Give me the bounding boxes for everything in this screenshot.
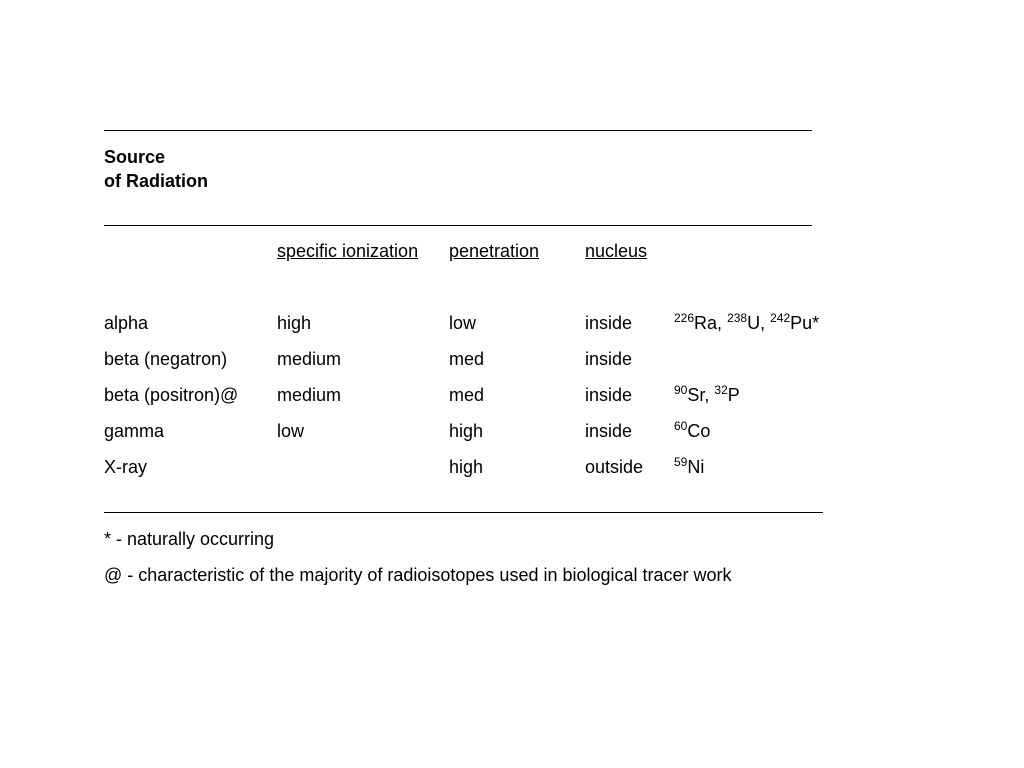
isotope-mass: 238 — [727, 311, 748, 325]
cell-ionization: medium — [277, 349, 342, 369]
isotope-mass: 60 — [674, 419, 688, 433]
table-title — [104, 145, 208, 193]
isotope-mass: 226 — [674, 311, 695, 325]
isotope-separator: * — [812, 313, 820, 333]
header-specific-ionization: specific ionization — [277, 241, 419, 261]
cell-nucleus: inside — [585, 385, 633, 405]
cell-source: beta (positron)@ — [104, 385, 239, 405]
header-nucleus: nucleus — [585, 241, 648, 261]
footnote-tracer-work: @ - characteristic of the majority of radioisotopes used in biological tracer work — [104, 565, 732, 585]
cell-penetration: high — [449, 421, 484, 441]
isotope — [674, 385, 714, 405]
top-rule — [104, 130, 812, 131]
cell-penetration: med — [449, 349, 485, 369]
cell-penetration: low — [449, 313, 477, 333]
cell-source: alpha — [104, 313, 149, 333]
title-line-1: Source — [104, 147, 166, 167]
header-penetration: penetration — [449, 241, 540, 261]
cell-ionization: low — [277, 421, 305, 441]
cell-examples — [674, 312, 819, 334]
isotope — [770, 313, 819, 333]
isotope-symbol: Co — [687, 421, 711, 441]
cell-nucleus: outside — [585, 457, 644, 477]
header-rule — [104, 225, 812, 226]
isotope-separator: , — [760, 313, 771, 333]
cell-penetration: high — [449, 457, 484, 477]
bottom-rule — [104, 512, 823, 513]
isotope-symbol: P — [727, 385, 740, 405]
cell-ionization: high — [277, 313, 312, 333]
isotope — [674, 313, 727, 333]
isotope-mass: 90 — [674, 383, 688, 397]
isotope-symbol: Ra — [694, 313, 718, 333]
cell-ionization: medium — [277, 385, 342, 405]
isotope-mass: 242 — [770, 311, 791, 325]
isotope-symbol: Sr — [687, 385, 705, 405]
isotope-separator: , — [704, 385, 715, 405]
cell-nucleus: inside — [585, 349, 633, 369]
isotope-symbol: Pu — [790, 313, 813, 333]
isotope-separator: , — [717, 313, 728, 333]
isotope — [674, 421, 710, 441]
cell-nucleus: inside — [585, 313, 633, 333]
cell-source: gamma — [104, 421, 165, 441]
cell-source: X-ray — [104, 457, 148, 477]
isotope — [674, 457, 704, 477]
isotope — [727, 313, 770, 333]
title-line-2: of Radiation — [104, 171, 208, 191]
cell-examples — [674, 420, 710, 442]
isotope-symbol: Ni — [687, 457, 705, 477]
cell-examples — [674, 456, 704, 478]
isotope-mass: 32 — [714, 383, 728, 397]
cell-source: beta (negatron) — [104, 349, 228, 369]
isotope-mass: 59 — [674, 455, 688, 469]
isotope — [714, 385, 739, 405]
isotope-symbol: U — [747, 313, 761, 333]
cell-nucleus: inside — [585, 421, 633, 441]
footnote-naturally-occurring: * - naturally occurring — [104, 529, 275, 549]
cell-examples — [674, 384, 740, 406]
cell-penetration: med — [449, 385, 485, 405]
